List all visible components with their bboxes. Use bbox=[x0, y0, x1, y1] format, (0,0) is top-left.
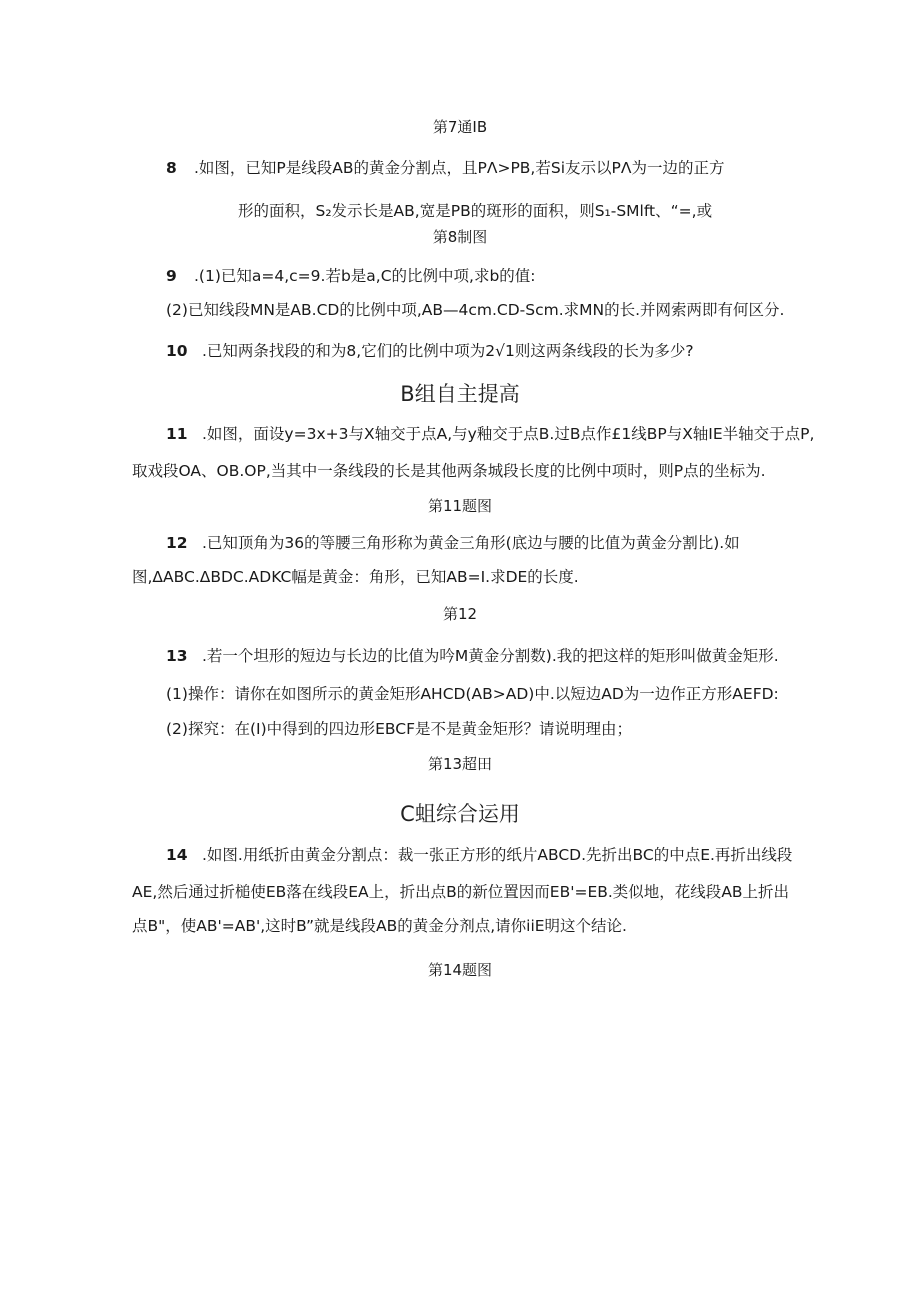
question-14-number: 14 bbox=[166, 846, 188, 864]
group-b-heading: B组自主提高 bbox=[400, 382, 520, 406]
question-8-line-1 bbox=[166, 157, 724, 179]
figure-12-caption: 第12 bbox=[442, 605, 478, 623]
question-11-line-2: 取戏段OA、OB.OP,当其中一条线段的长是其他两条城段长度的比例中项时，则P点的坐标为. bbox=[132, 462, 766, 480]
figure-7-caption: 第7通IB bbox=[432, 118, 488, 136]
question-13-line-3: (2)探究：在(I)中得到的四边形EBCF是不是黄金矩形？请说明理由； bbox=[166, 720, 633, 738]
group-c-heading: C蛆综合运用 bbox=[400, 802, 520, 826]
question-8-line-2: 形的面积，S₂发示长是AB,宽是PB的斑形的面积，则S₁-SMlft、“=,或 bbox=[238, 202, 713, 220]
question-9-line-1 bbox=[166, 265, 536, 287]
question-14-text-1: .如图.用纸折由黄金分割点：裁一张正方形的纸片ABCD.先折出BC的中点E.再折出线段 bbox=[202, 846, 793, 864]
question-8-number: 8 bbox=[166, 159, 177, 177]
question-10-text-1: .已知两条找段的和为8,它们的比例中项为2√1则这两条线段的长为多少? bbox=[202, 342, 694, 360]
question-13-line-1 bbox=[166, 645, 779, 667]
question-11-text-1: .如图，面设y=3x+3与X轴交于点A,与y釉交于点B.过B点作£1线BP与X轴IE半轴交于点P, bbox=[202, 425, 815, 443]
question-13-text-1: .若一个坦形的短边与长边的比值为吟M黄金分割数).我的把这样的矩形叫做黄金矩形. bbox=[202, 647, 779, 665]
question-9-line-2: (2)已知线段MN是AB.CD的比例中项,AB—4cm.CD-Scm.求MN的长.并网索两即有何区分. bbox=[166, 301, 785, 319]
question-13-line-2: (1)操作：请你在如图所示的黄金矩形AHCD(AB>AD)中.以短边AD为一边作正方形AEFD: bbox=[166, 685, 779, 703]
question-11-number: 11 bbox=[166, 425, 188, 443]
figure-13-caption: 第13超田 bbox=[427, 755, 493, 773]
question-14-line-3: 点B"，使AB'=AB',这时B”就是线段AB的黄金分剂点,请你iiE明这个结论. bbox=[132, 917, 627, 935]
figure-14-caption: 第14题图 bbox=[427, 961, 493, 979]
question-12-line-1 bbox=[166, 532, 740, 554]
question-9-text-1: .(1)已知a=4,c=9.若b是a,C的比例中项,求b的值: bbox=[194, 267, 536, 285]
question-14-line-2: AE,然后通过折槌使EB落在线段EA上，折出点B的新位置因而EB'=EB.类似地，花线段AB上折出 bbox=[132, 883, 790, 901]
question-9-number: 9 bbox=[166, 267, 177, 285]
question-12-line-2: 图,ΔABC.ΔBDC.ADKC幅是黄金：角形，已知AB=I.求DE的长度. bbox=[132, 568, 579, 586]
question-11-line-1 bbox=[166, 423, 814, 445]
question-10-line-1 bbox=[166, 340, 694, 362]
figure-8-caption: 第8制图 bbox=[432, 228, 488, 246]
question-14-line-1 bbox=[166, 844, 792, 866]
figure-11-caption: 第11题图 bbox=[427, 497, 493, 515]
question-10-number: 10 bbox=[166, 342, 188, 360]
question-12-number: 12 bbox=[166, 534, 188, 552]
question-8-text-1: .如图，已知P是线段AB的黄金分割点，且PΛ>PB,若Si友示以PΛ为一边的正方 bbox=[194, 159, 725, 177]
question-12-text-1: .已知顶角为36的等腰三角形称为黄金三角形(底边与腰的比值为黄金分割比).如 bbox=[202, 534, 740, 552]
question-13-number: 13 bbox=[166, 647, 188, 665]
